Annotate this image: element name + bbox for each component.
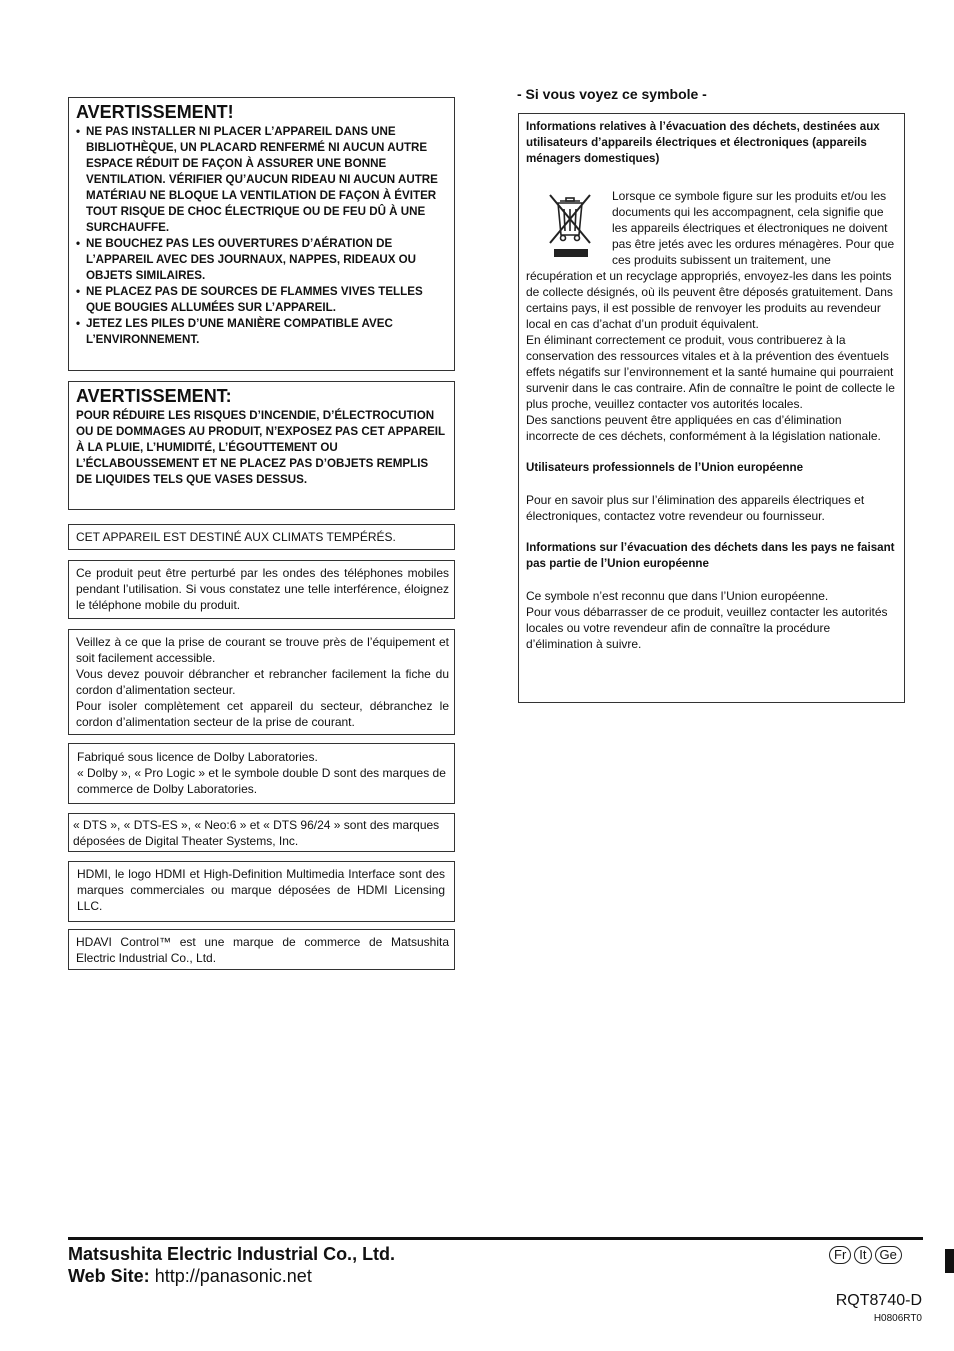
warning-text: POUR RÉDUIRE LES RISQUES D’INCENDIE, D’ÉLECTROCUTION OU DE DOMMAGES AU PRODUIT, N’EXPOSEZ PAS CET APPAREIL À LA PLUIE, L’HUMIDITÉ, L’ÉGOUTTEMENT OU L’ÉCLABOUSSEMENT ET NE PLACEZ PAS D’OBJETS REMPLIS DE LIQUIDES TELS QUE VASES DESSUS. (76, 409, 445, 486)
warning-box-2 (68, 381, 455, 510)
dts-box (68, 813, 455, 852)
dts-text: « DTS », « DTS-ES », « Neo:6 » et « DTS 96/24 » sont des marques déposées de Digital Theater Systems, Inc. (73, 818, 440, 848)
document-subcode: H0806RT0 (873, 1313, 922, 1324)
symbol-heading: - Si vous voyez ce symbole - (517, 86, 707, 102)
page-tab-marker (945, 1249, 954, 1273)
web-site (68, 1265, 312, 1287)
climate-text: CET APPAREIL EST DESTINÉ AUX CLIMATS TEMPÉRÉS. (76, 530, 396, 544)
web-site-url: http://panasonic.net (154, 1266, 312, 1286)
disposal-text: Lorsque ce symbole figure sur les produits et/ou les documents qui les accompagnent, cela signifie que les appareils électriques et électroniques ne doivent pas être jetés avec les ordures ménagères. Pour que ces produits subissent un traitement, une récupération et un recyclage appropriés, envoyez-les dans les points de collecte désignés, où ils peuvent être déposés gratuitement. Dans certains pays, il est possible de renvoyer les produits au revendeur local en cas d’achat d’un produit équivalent. (526, 189, 895, 331)
footer-rule (68, 1237, 923, 1240)
phone-box (68, 560, 455, 619)
phone-text: Ce produit peut être perturbé par les ondes des téléphones mobiles pendant l’utilisation. Si vous constatez une telle interférence, éloignez le téléphone mobile du produit. (76, 566, 449, 612)
non-eu-text: Ce symbole n’est reconnu que dans l’Union européenne. (526, 589, 829, 603)
climate-box (68, 524, 455, 550)
crossed-bin-icon (534, 189, 606, 259)
dolby-box (68, 743, 455, 804)
hdmi-text: HDMI, le logo HDMI et High-Definition Multimedia Interface sont des marques commerciales ou marque déposées de HDMI Licensing LLC. (77, 867, 445, 913)
disposal-box (518, 113, 905, 703)
non-eu-text: Pour vous débarrasser de ce produit, veuillez contacter les autorités locales ou votre revendeur afin de connaître la procédure d’élimination à suivre. (526, 605, 888, 651)
warning-box-1 (68, 97, 455, 371)
language-badge: Fr (829, 1246, 851, 1264)
warning-item: • NE PAS INSTALLER NI PLACER L’APPAREIL DANS UNE BIBLIOTHÈQUE, UN PLACARD RENFERMÉ NI AUCUN AUTRE ESPACE RÉDUIT DE FAÇON À ASSURER UNE BONNE VENTILATION. VÉRIFIER QU’AUCUN RIDEAU NI AUCUN AUTRE MATÉRIAU NE BLOQUE LA VENTILATION DE FAÇON À ÉVITER TOUT RISQUE DE CHOC ÉLECTRIQUE OU DE FEU DÛ À UNE SURCHAUFFE. (76, 124, 447, 236)
warning-item: • NE PLACEZ PAS DE SOURCES DE FLAMMES VIVES TELLES QUE BOUGIES ALLUMÉES SUR L’APPAREIL. (76, 284, 447, 316)
dolby-text: Fabriqué sous licence de Dolby Laboratories. (77, 750, 318, 764)
pro-title: Utilisateurs professionnels de l’Union européenne (526, 461, 804, 474)
non-eu-title: Informations sur l’évacuation des déchets dans les pays ne faisant pas partie de l’Union européenne (526, 541, 895, 570)
document-code: RQT8740-D (835, 1292, 922, 1309)
language-badge: It (854, 1246, 871, 1264)
company-name: Matsushita Electric Industrial Co., Ltd. (68, 1244, 396, 1264)
language-badges (829, 1246, 902, 1264)
warning-item: • NE BOUCHEZ PAS LES OUVERTURES D’AÉRATION DE L’APPAREIL AVEC DES JOURNAUX, NAPPES, RIDEAUX OU OBJETS SIMILAIRES. (76, 236, 447, 284)
power-box (68, 629, 455, 735)
disposal-title: Informations relatives à l’évacuation des déchets, destinées aux utilisateurs d’appareils électriques et électroniques (appareils ménagers domestiques) (526, 120, 880, 165)
web-site-label: Web Site: (68, 1266, 150, 1286)
hdavi-text: HDAVI Control™ est une marque de commerce de Matsushita Electric Industrial Co., Ltd. (76, 935, 449, 965)
power-text: Vous devez pouvoir débrancher et rebrancher facilement la fiche du cordon d’alimentation secteur. (76, 667, 449, 697)
warning-item: • JETEZ LES PILES D’UNE MANIÈRE COMPATIBLE AVEC L’ENVIRONNEMENT. (76, 316, 447, 348)
hdavi-box (68, 929, 455, 970)
language-badge: Ge (875, 1246, 902, 1264)
pro-text: Pour en savoir plus sur l’élimination des appareils électriques et électroniques, contactez votre revendeur ou fournisseur. (526, 493, 865, 523)
hdmi-box (68, 861, 455, 922)
power-text: Pour isoler complètement cet appareil du secteur, débranchez le cordon d’alimentation secteur de la prise de courant. (76, 699, 449, 729)
power-text: Veillez à ce que la prise de courant se trouve près de l’équipement et soit facilement accessible. (76, 635, 449, 665)
warning-list (76, 124, 447, 348)
disposal-text: Des sanctions peuvent être appliquées en cas d’élimination incorrecte de ces déchets, conformément à la législation nationale. (526, 413, 881, 443)
warning-title: AVERTISSEMENT: (76, 386, 232, 406)
warning-title: AVERTISSEMENT! (76, 102, 234, 122)
disposal-text: En éliminant correctement ce produit, vous contribuerez à la conservation des ressources vitales et à la prévention des éventuels effets négatifs sur l’environnement et la santé humaine qui pourraient survenir dans le cas contraire. Afin de connaître le point de collecte le plus proche, veuillez contacter vos autorités locales. (526, 333, 895, 411)
dolby-text: « Dolby », « Pro Logic » et le symbole double D sont des marques de commerce de Dolby Laboratories. (77, 766, 446, 796)
